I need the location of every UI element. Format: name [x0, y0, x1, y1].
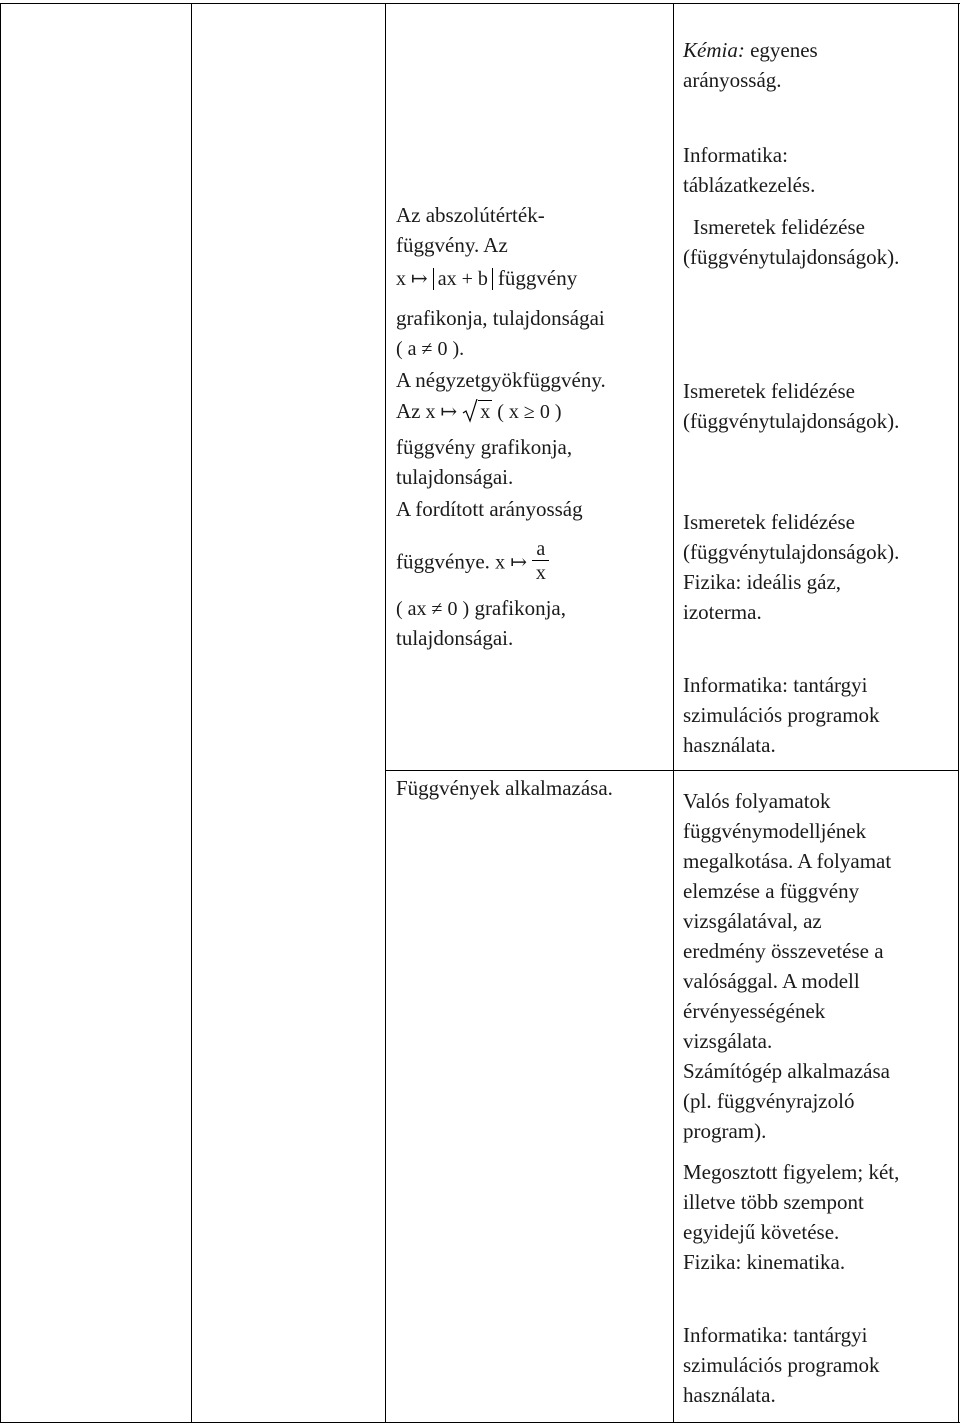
column-divider-2 — [385, 3, 386, 1423]
inverse-prop-properties: tulajdonságai. — [396, 626, 514, 650]
model-building-note-line: Számítógép alkalmazása — [683, 1059, 890, 1083]
sqrt-function-formula — [396, 396, 562, 427]
sqrt-radicand: x — [480, 401, 491, 423]
informatics-link-2-line2: szimulációs programok — [683, 703, 880, 727]
inverse-graph: grafikonja, — [469, 596, 566, 620]
chemistry-link — [683, 35, 818, 65]
abs-expression: ax + b — [433, 268, 493, 290]
informatics-link-1-line2: táblázatkezelés. — [683, 173, 816, 197]
chemistry-text-line2: arányosság. — [683, 68, 782, 92]
inverse-fraction — [532, 538, 549, 585]
inverse-prop-condition — [396, 593, 566, 624]
physics-link-1: Fizika: ideális gáz, — [683, 570, 842, 594]
physics-link-1-line2: izoterma. — [683, 600, 762, 624]
model-building-note-line: valósággal. A modell — [683, 969, 860, 993]
model-building-note-line: program). — [683, 1119, 767, 1143]
maps-to-icon: ↦ — [440, 401, 458, 423]
table-border-right — [958, 3, 959, 1423]
model-building-note-line: (pl. függvényrajzoló — [683, 1089, 855, 1113]
abs-function-condition: ( a ≠ 0 ). — [396, 338, 465, 360]
abs-function-heading: Az abszolútérték- — [396, 203, 545, 227]
abs-var-x: x — [396, 268, 406, 290]
informatics-link-1: Informatika: — [683, 143, 788, 167]
recall-note-3-line2: (függvénytulajdonságok). — [683, 540, 900, 564]
recall-note-2-line2: (függvénytulajdonságok). — [683, 409, 900, 433]
informatics-link-3-line2: szimulációs programok — [683, 1353, 880, 1377]
recall-note-2: Ismeretek felidézése — [683, 379, 855, 403]
model-building-note-line: függvénymodelljének — [683, 819, 867, 843]
fraction-denominator: x — [535, 562, 546, 584]
abs-function-properties: grafikonja, tulajdonságai — [396, 306, 605, 330]
inverse-var-x: x — [495, 551, 506, 574]
model-building-note-line: vizsgálata. — [683, 1029, 773, 1053]
abs-function-formula — [396, 263, 577, 294]
sqrt-function-properties: tulajdonságai. — [396, 465, 514, 489]
column-divider-1 — [191, 3, 192, 1423]
sqrt-function-heading: A négyzetgyökfüggvény. — [396, 368, 606, 392]
informatics-link-2: Informatika: tantárgyi — [683, 673, 868, 697]
inverse-condition: ( ax ≠ 0 ) — [396, 598, 470, 620]
sqrt-az-label: Az — [396, 399, 421, 423]
square-root-icon — [462, 397, 492, 427]
sqrt-var-x: x — [425, 401, 436, 423]
informatics-link-2-line3: használata. — [683, 733, 776, 757]
table-border-bottom — [0, 1422, 960, 1423]
model-building-note-line: eredmény összevetése a — [683, 939, 884, 963]
row-divider — [385, 770, 959, 771]
maps-to-icon: ↦ — [411, 268, 428, 290]
abs-function-word: függvény — [497, 266, 578, 290]
function-application: Függvények alkalmazása. — [396, 776, 613, 800]
sqrt-function-graph: függvény grafikonja, — [396, 435, 573, 459]
model-building-note-line: elemzése a függvény — [683, 879, 860, 903]
column-divider-3 — [673, 3, 674, 1423]
inverse-prop-formula — [396, 540, 549, 587]
chemistry-label: Kémia: — [683, 38, 745, 62]
maps-to-icon: ↦ — [510, 551, 528, 574]
attention-note-line: Fizika: kinematika. — [683, 1250, 846, 1274]
informatics-link-3-line3: használata. — [683, 1383, 776, 1407]
chemistry-text: egyenes — [744, 38, 818, 62]
inverse-prop-heading: A fordított arányosság — [396, 497, 583, 521]
model-building-note-line: megalkotása. A folyamat — [683, 849, 892, 873]
fraction-numerator: a — [532, 538, 549, 561]
attention-note-line: Megosztott figyelem; két, — [683, 1160, 900, 1184]
model-building-note-line: vizsgálatával, az — [683, 909, 822, 933]
sqrt-condition: ( x ≥ 0 ) — [497, 401, 562, 423]
table-border-top — [0, 3, 960, 4]
attention-note-line: illetve több szempont — [683, 1190, 864, 1214]
inverse-prop-word: függvénye. — [396, 549, 490, 574]
model-building-note-line: Valós folyamatok — [683, 789, 831, 813]
abs-function-heading-line2: függvény. Az — [396, 233, 508, 257]
attention-note-line: egyidejű követése. — [683, 1220, 840, 1244]
model-building-note-line: érvényességének — [683, 999, 826, 1023]
informatics-link-3: Informatika: tantárgyi — [683, 1323, 868, 1347]
table-border-left — [0, 3, 1, 1423]
recall-note-3: Ismeretek felidézése — [683, 510, 855, 534]
recall-note-1: Ismeretek felidézése — [693, 215, 865, 239]
recall-note-1-line2: (függvénytulajdonságok). — [683, 245, 900, 269]
